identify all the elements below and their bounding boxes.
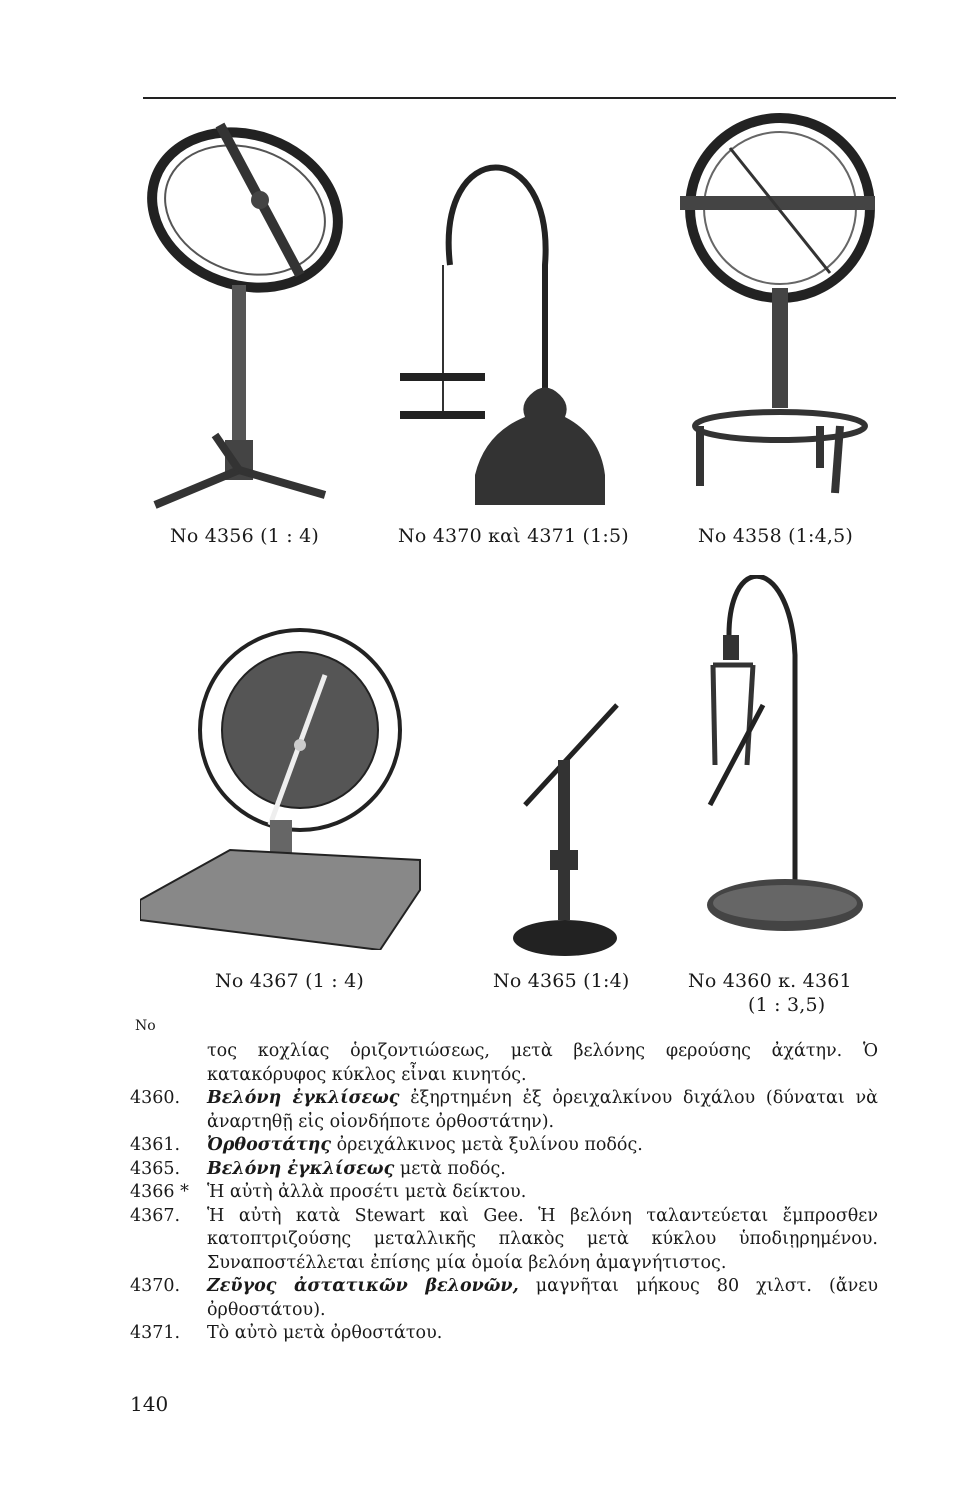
entry-number: 4360.: [130, 1088, 181, 1108]
figure-4370-astatic-needles: [395, 155, 620, 515]
figure-4367-stewart-gee-needle: [140, 620, 460, 950]
catalog-entries: [130, 1040, 878, 1346]
entry-4360: [130, 1087, 878, 1134]
entry-description: ὀρειχάλκινος μετὰ ξυλίνου ποδός.: [336, 1135, 643, 1155]
entry-description: Ἡ αὐτὴ ἀλλὰ προσέτι μετὰ δείκτου.: [207, 1182, 527, 1202]
entry-number: 4370.: [130, 1276, 181, 1296]
entry-text: [207, 1158, 878, 1182]
entry-text: [207, 1275, 878, 1322]
entry-text: [207, 1205, 878, 1276]
entry-description: Ἡ αὐτὴ κατὰ Stewart καὶ Gee. Ἡ βελόνη ταλαντεύεται ἔμπροσθεν κατοπτριζούσης μεταλλικῆς πλακὸς μετὰ κύκλου ὑποδιῃρημένου. Συναποστέλλεται ἐπίσης μία ὁμοία βελόνη ἀμαγνήτιστος.: [207, 1205, 878, 1273]
entry-4370: [130, 1275, 878, 1322]
entry-text: [207, 1087, 878, 1134]
entry-4367: [130, 1205, 878, 1276]
caption-4358: No 4358 (1:4,5): [698, 525, 854, 547]
entry-description: τος κοχλίας ὁριζοντιώσεως, μετὰ βελόνης φερούσης ἀχάτην. Ὁ κατακόρυφος κύκλος εἶναι κινητός.: [207, 1041, 878, 1085]
caption-4367: No 4367 (1 : 4): [215, 970, 364, 992]
entry-number: 4365.: [130, 1158, 181, 1179]
entry-text: [207, 1322, 878, 1346]
entry-continuation: [130, 1040, 878, 1087]
entry-name: Ὀρθοστάτης: [207, 1135, 332, 1155]
figure-4365-dip-needle: [505, 700, 635, 965]
entry-description: μετὰ ποδός.: [399, 1158, 506, 1179]
figure-4360-hanging-needle: [695, 575, 870, 965]
entry-number: 4361.: [130, 1135, 181, 1155]
entry-description: Τὸ αὐτὸ μετὰ ὀρθοστάτου.: [207, 1323, 443, 1343]
entry-name: Βελόνη ἐγκλίσεως: [207, 1088, 400, 1108]
entry-description: ἐξηρτημένη ἐξ ὀρειχαλκίνου διχάλου (δύναται νὰ ἀναρτηθῇ εἰς οἱονδήποτε ὀρθοστάτην).: [207, 1088, 878, 1132]
entry-number: 4371.: [130, 1323, 181, 1343]
entry-4365: [130, 1158, 878, 1182]
entry-text: [207, 1181, 878, 1205]
entry-text: [207, 1134, 878, 1158]
number-column-header: No: [135, 1018, 156, 1034]
entry-text: [207, 1040, 878, 1087]
entry-number: 4366 *: [130, 1182, 189, 1202]
caption-4360-4361: No 4360 κ. 4361: [688, 970, 852, 992]
figure-4358-dip-circle: [670, 108, 880, 503]
caption-4360-scale: (1 : 3,5): [748, 994, 826, 1016]
figure-4356-dip-circle: [140, 110, 370, 520]
entry-4361: [130, 1134, 878, 1158]
caption-4365: No 4365 (1:4): [493, 970, 630, 992]
entry-description: μαγνῆται μήκους 80 χιλστ. (ἄνευ ὀρθοστάτου).: [207, 1276, 878, 1320]
top-rule: [143, 97, 896, 99]
entry-number: 4367.: [130, 1205, 181, 1226]
caption-4356: No 4356 (1 : 4): [170, 525, 319, 547]
page-number: 140: [130, 1392, 169, 1416]
entry-4366: [130, 1181, 878, 1205]
entry-4371: [130, 1322, 878, 1346]
entry-name: Βελόνη ἐγκλίσεως: [207, 1158, 395, 1179]
entry-number: [130, 1040, 207, 1087]
caption-4370-4371: No 4370 καὶ 4371 (1:5): [398, 525, 629, 547]
entry-name: Ζεῦγος ἀστατικῶν βελονῶν,: [207, 1276, 519, 1296]
